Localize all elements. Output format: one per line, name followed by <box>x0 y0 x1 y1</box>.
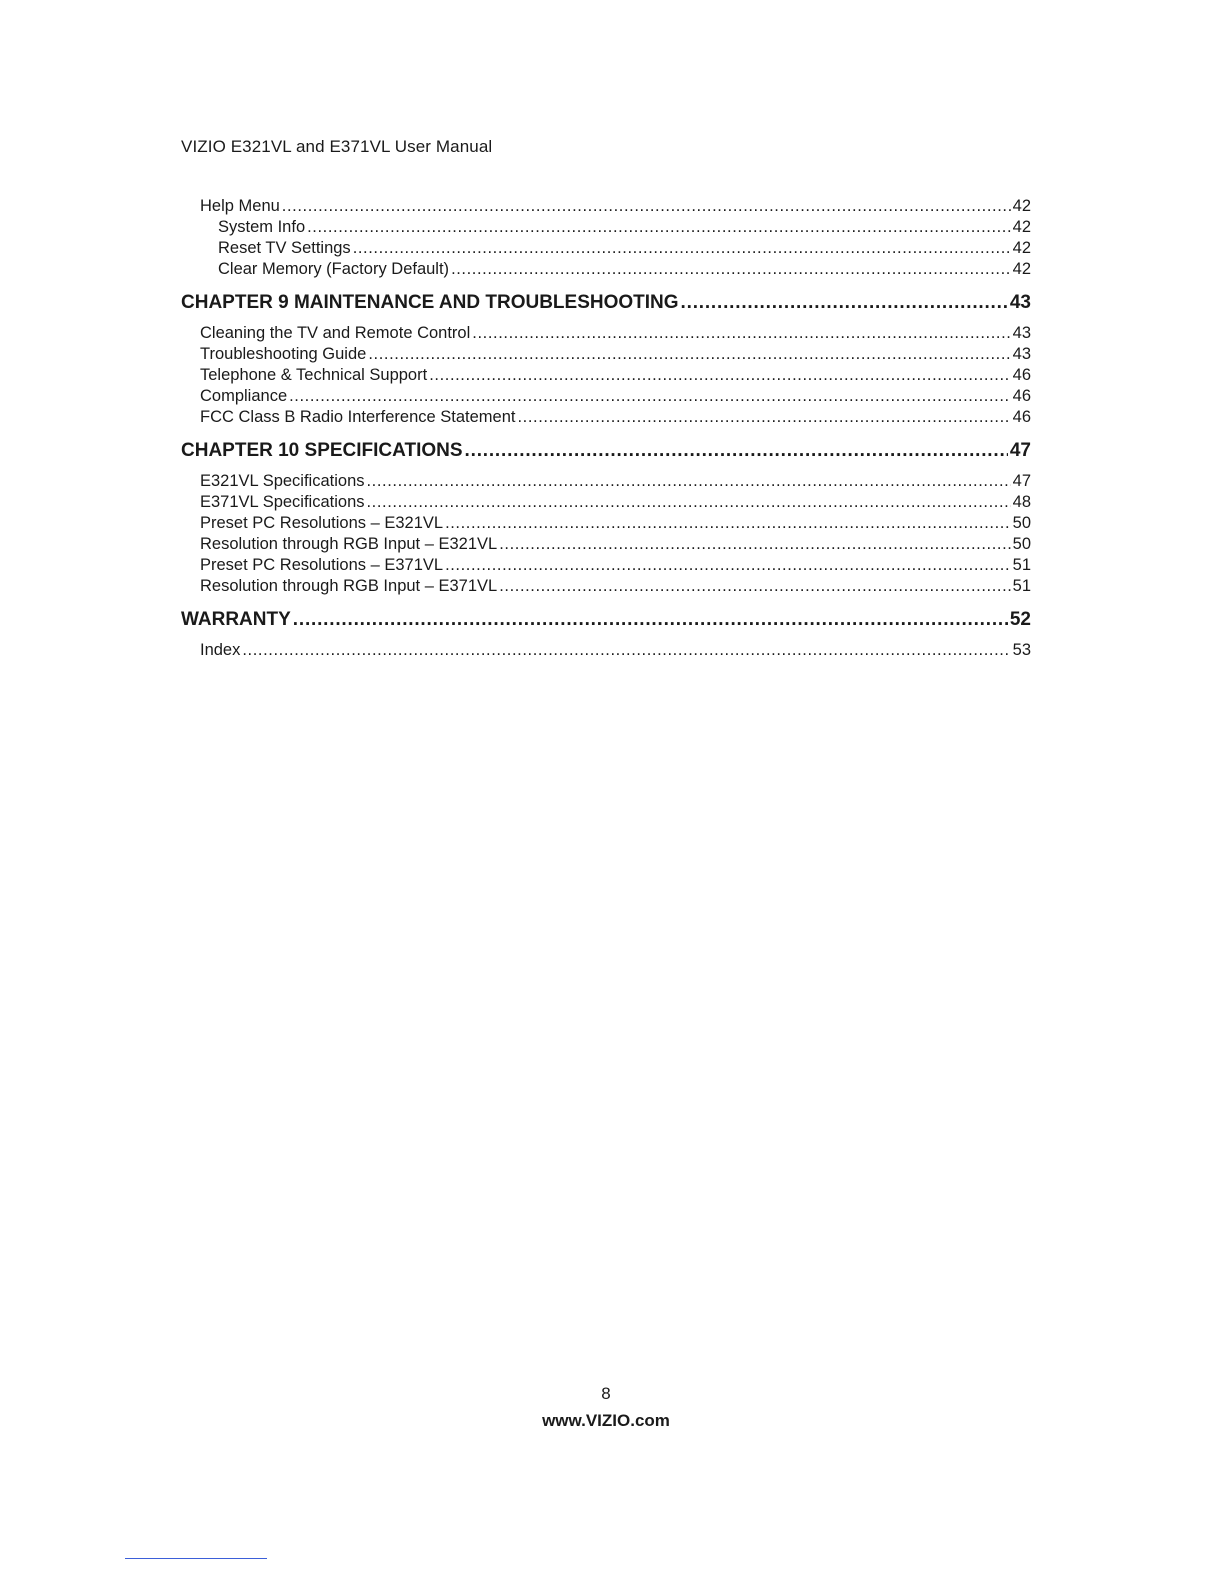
toc-entry-page: 43 <box>1012 324 1031 342</box>
toc-entry-label: Preset PC Resolutions – E321VL <box>200 514 444 532</box>
toc-entry-cleaning[interactable] <box>181 323 1031 344</box>
toc-chapter-10[interactable] <box>181 438 1031 463</box>
toc-warranty[interactable] <box>181 607 1031 632</box>
dot-leader <box>353 238 1011 259</box>
dot-leader <box>367 492 1011 513</box>
dot-leader <box>293 607 1008 632</box>
dot-leader <box>451 259 1011 280</box>
toc-entry-label: Cleaning the TV and Remote Control <box>200 324 471 342</box>
toc-chapter-page: 43 <box>1009 292 1031 313</box>
toc-entry-label: Compliance <box>200 387 288 405</box>
table-of-contents <box>181 196 1031 661</box>
toc-entry-rgb-e321vl[interactable] <box>181 534 1031 555</box>
toc-entry-page: 42 <box>1012 218 1031 236</box>
dot-leader <box>282 196 1011 217</box>
toc-entry-label: Help Menu <box>200 197 280 215</box>
toc-entry-page: 42 <box>1012 260 1031 278</box>
toc-chapter-page: 52 <box>1009 609 1031 630</box>
toc-entry-e371vl-specs[interactable] <box>181 492 1031 513</box>
toc-chapter-page: 47 <box>1009 440 1031 461</box>
dot-leader <box>445 555 1011 576</box>
toc-entry-help-menu[interactable] <box>181 196 1031 217</box>
toc-entry-e321vl-specs[interactable] <box>181 471 1031 492</box>
toc-entry-telephone-support[interactable] <box>181 365 1031 386</box>
toc-entry-page: 43 <box>1012 345 1031 363</box>
toc-entry-system-info[interactable] <box>181 217 1031 238</box>
toc-entry-label: Preset PC Resolutions – E371VL <box>200 556 444 574</box>
toc-entry-compliance[interactable] <box>181 386 1031 407</box>
toc-entry-page: 42 <box>1012 239 1031 257</box>
footnote-rule <box>125 1558 267 1559</box>
toc-entry-page: 46 <box>1012 387 1031 405</box>
toc-entry-label: Troubleshooting Guide <box>200 345 367 363</box>
dot-leader <box>242 640 1010 661</box>
toc-entry-label: Telephone & Technical Support <box>200 366 428 384</box>
toc-chapter-label: WARRANTY <box>181 609 291 630</box>
dot-leader <box>368 344 1010 365</box>
dot-leader <box>472 323 1010 344</box>
toc-entry-page: 53 <box>1012 641 1031 659</box>
dot-leader <box>367 471 1011 492</box>
toc-entry-label: Index <box>200 641 241 659</box>
toc-entry-preset-pc-e371vl[interactable] <box>181 555 1031 576</box>
toc-entry-reset-tv-settings[interactable] <box>181 238 1031 259</box>
toc-entry-label: E321VL Specifications <box>200 472 365 490</box>
dot-leader <box>517 407 1010 428</box>
toc-entry-page: 51 <box>1012 556 1031 574</box>
toc-entry-page: 42 <box>1012 197 1031 215</box>
toc-chapter-label: CHAPTER 9 MAINTENANCE AND TROUBLESHOOTING <box>181 292 679 313</box>
footer-url: www.VIZIO.com <box>542 1411 670 1430</box>
toc-entry-troubleshooting-guide[interactable] <box>181 344 1031 365</box>
dot-leader <box>307 217 1011 238</box>
dot-leader <box>445 513 1011 534</box>
toc-entry-fcc-statement[interactable] <box>181 407 1031 428</box>
toc-entry-clear-memory[interactable] <box>181 259 1031 280</box>
toc-entry-label: E371VL Specifications <box>200 493 365 511</box>
toc-entry-page: 46 <box>1012 366 1031 384</box>
toc-entry-label: Reset TV Settings <box>218 239 351 257</box>
dot-leader <box>499 534 1010 555</box>
toc-entry-page: 48 <box>1012 493 1031 511</box>
toc-entry-page: 46 <box>1012 408 1031 426</box>
toc-entry-rgb-e371vl[interactable] <box>181 576 1031 597</box>
toc-entry-page: 50 <box>1012 514 1031 532</box>
dot-leader <box>499 576 1010 597</box>
toc-entry-label: Resolution through RGB Input – E371VL <box>200 577 498 595</box>
toc-entry-page: 50 <box>1012 535 1031 553</box>
toc-entry-page: 51 <box>1012 577 1031 595</box>
toc-chapter-9[interactable] <box>181 290 1031 315</box>
toc-entry-label: System Info <box>218 218 306 236</box>
toc-entry-label: FCC Class B Radio Interference Statement <box>200 408 516 426</box>
dot-leader <box>289 386 1011 407</box>
dot-leader <box>681 290 1008 315</box>
dot-leader <box>465 438 1008 463</box>
toc-entry-page: 47 <box>1012 472 1031 490</box>
dot-leader <box>429 365 1010 386</box>
toc-entry-index[interactable] <box>181 640 1031 661</box>
page-number: 8 <box>601 1384 611 1403</box>
toc-entry-preset-pc-e321vl[interactable] <box>181 513 1031 534</box>
toc-entry-label: Resolution through RGB Input – E321VL <box>200 535 498 553</box>
toc-chapter-label: CHAPTER 10 SPECIFICATIONS <box>181 440 463 461</box>
toc-entry-label: Clear Memory (Factory Default) <box>218 260 450 278</box>
document-header: VIZIO E321VL and E371VL User Manual <box>181 137 493 156</box>
